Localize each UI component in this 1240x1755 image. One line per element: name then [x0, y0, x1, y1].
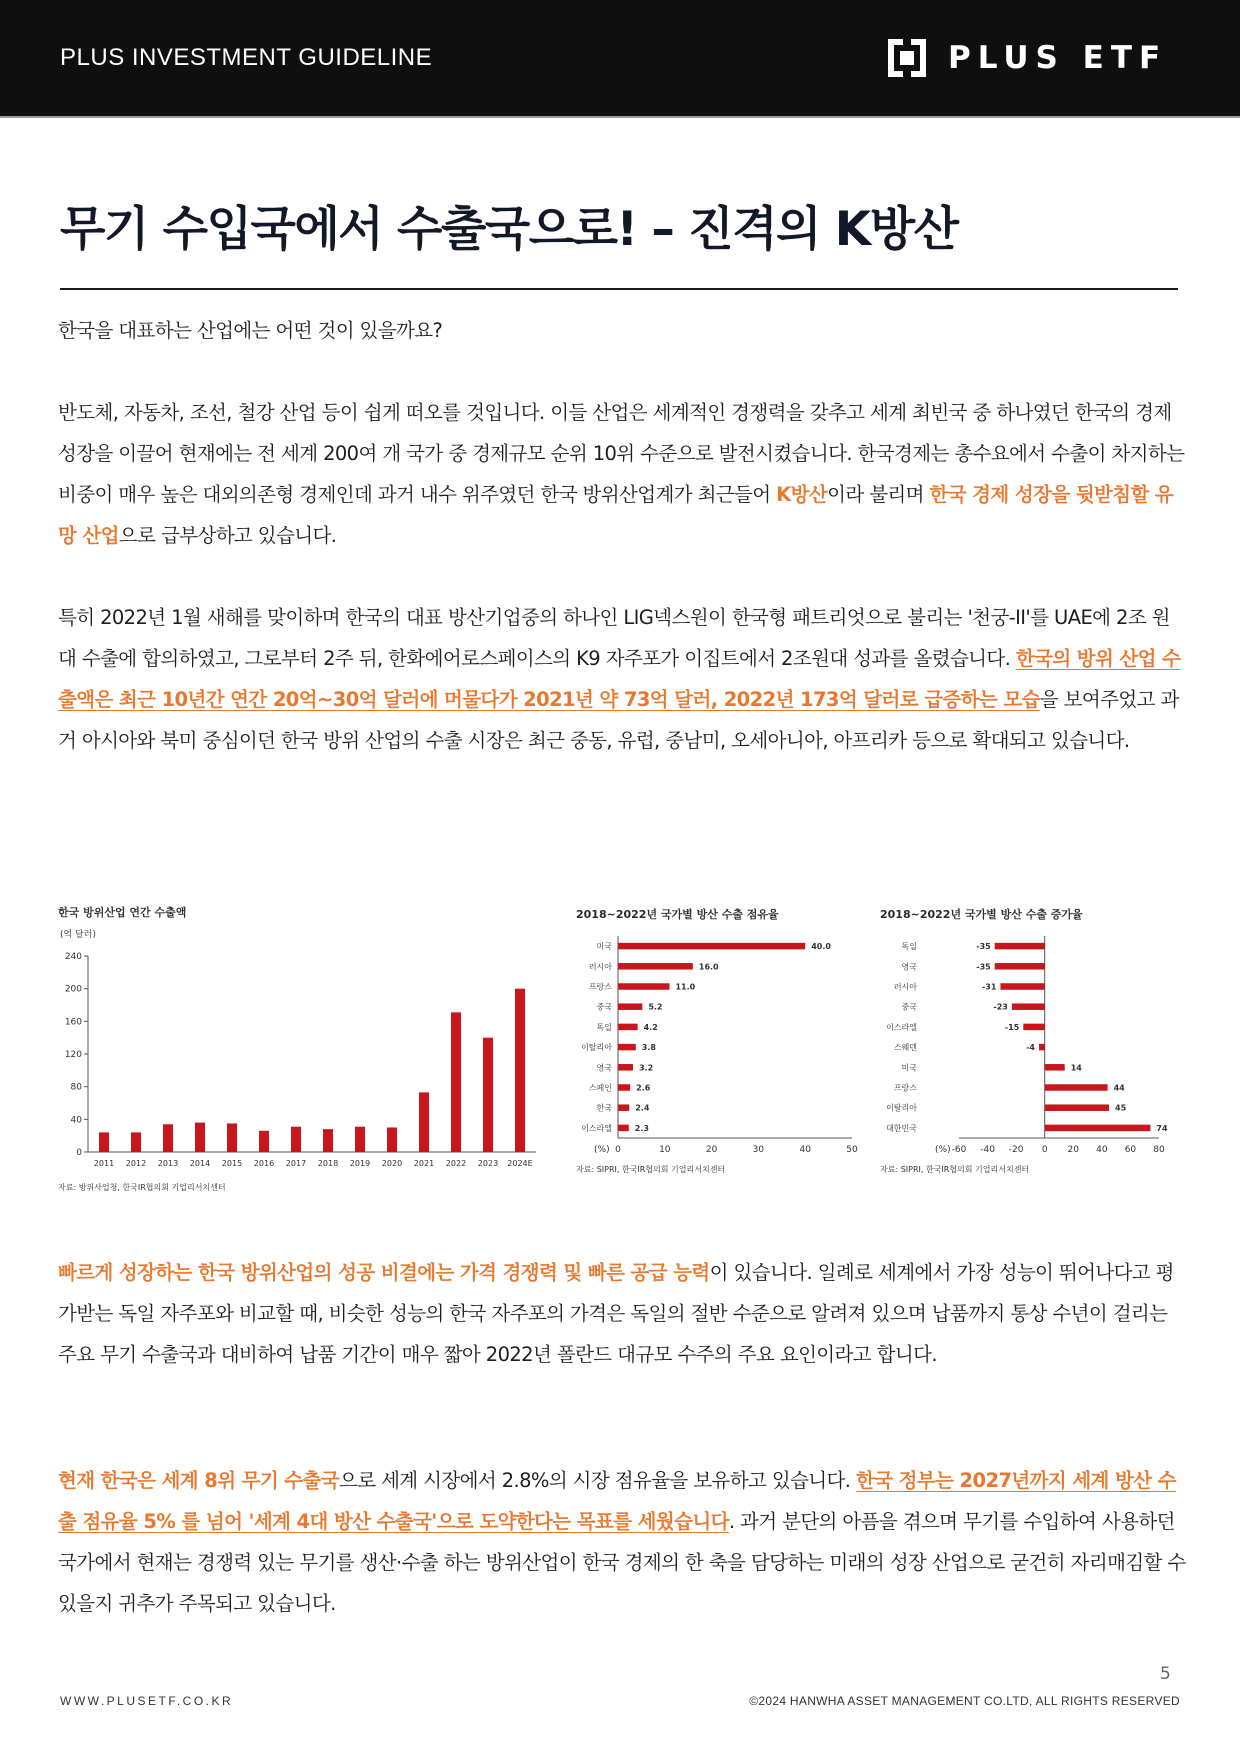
logo-text: PLUS ETF: [948, 40, 1168, 76]
chart-export-growth: [880, 904, 1170, 1174]
x-tick-label: 0: [615, 1145, 621, 1155]
y-tick-label: 80: [70, 1082, 82, 1093]
category-label: 미국: [596, 942, 612, 952]
chart-export-share: [576, 904, 866, 1174]
x-tick-label: -20: [1008, 1145, 1024, 1155]
category-label: 미국: [901, 1063, 917, 1073]
bar-2018: [323, 1129, 333, 1152]
chart-export-share-svg: [576, 904, 866, 1174]
data-label: 74: [1156, 1123, 1168, 1133]
x-axis-unit: (%): [935, 1145, 951, 1155]
data-label: 3.8: [641, 1043, 656, 1053]
data-label: 11.0: [675, 982, 696, 992]
footer-copyright: ©2024 HANWHA ASSET MANAGEMENT CO.LTD, ALL RIGHTS RESERVED: [749, 1694, 1180, 1708]
bar-러시아: [618, 963, 693, 970]
paragraph-1-text-a: 반도체, 자동차, 조선, 철강 산업 등이 쉽게 떠오를 것입니다. 이들 산업은 세계적인 경쟁력을 갖추고 세계 최빈국 중 하나였던 한국의 경제성장을 이끌어 현재에는 전 세계 200여 개 국가 중 경제규모 순위 10위 수준으로 발전시켰습니다. 한국경제는 총수요에서 수출이 차지하는 비중이 매우 높은 대외의존형 경제인데 과거 내수 위주였던 한국 방위산업계가 최근들어: [58, 401, 1185, 506]
category-label: 독일: [596, 1022, 612, 1032]
x-tick-label: 10: [659, 1145, 671, 1155]
paragraph-4-text-b: . 과거 분단의 아픔을 겪으며 무기를 수입하여 사용하던 국가에서 현재는 경쟁력 있는 무기를 생산·수출 하는 방위산업이 한국 경제의 한 축을 담당하는 미래의 성장 산업으로 굳건히 자리매김할 수 있을지 귀추가 주목되고 있습니다.: [58, 1510, 1186, 1615]
bar-이탈리아: [618, 1044, 636, 1051]
x-tick-label: 2013: [157, 1159, 179, 1168]
chart-annual-exports: [58, 904, 548, 1204]
category-label: 스페인: [588, 1083, 612, 1093]
data-label: 45: [1115, 1103, 1127, 1113]
bar-2021: [419, 1092, 429, 1152]
y-axis-unit: (억 달러): [60, 930, 96, 940]
bar-2015: [227, 1123, 237, 1152]
category-label: 영국: [596, 1063, 612, 1073]
bar-2020: [387, 1128, 397, 1153]
paragraph-1-text-c: 으로 급부상하고 있습니다.: [118, 524, 337, 547]
x-tick-label: 2022: [445, 1159, 467, 1168]
y-tick-label: 0: [76, 1148, 82, 1158]
data-label: 4.2: [643, 1022, 658, 1032]
paragraph-4-text-a: 으로 세계 시장에서 2.8%의 시장 점유율을 보유하고 있습니다.: [339, 1469, 856, 1492]
data-label: 14: [1070, 1063, 1082, 1073]
paragraph-1-highlight-growth-industry: 한국 경제 성장을 뒷받침할 유망 산업: [58, 483, 1174, 547]
bar-영국: [618, 1064, 633, 1071]
bar-한국: [618, 1104, 629, 1111]
x-tick-label: 0: [1041, 1145, 1048, 1155]
bar-이스라엘: [618, 1125, 629, 1132]
x-tick-label: 30: [752, 1145, 765, 1155]
x-tick-label: 60: [1124, 1145, 1137, 1155]
paragraph-1-highlight-k-defense: K방산: [776, 483, 828, 506]
bar-영국: [995, 963, 1045, 970]
x-tick-label: -40: [980, 1145, 995, 1155]
y-tick-label: 120: [64, 1050, 82, 1060]
plus-etf-logo[interactable]: [888, 38, 1167, 78]
x-tick-label: 2019: [349, 1159, 371, 1168]
data-label: -23: [993, 1002, 1008, 1012]
data-label: 5.2: [648, 1002, 663, 1012]
x-tick-label: 2021: [413, 1159, 435, 1168]
bar-2012: [131, 1132, 141, 1152]
data-label: 2.3: [634, 1123, 649, 1133]
x-axis-unit: (%): [594, 1145, 610, 1155]
category-label: 중국: [901, 1002, 917, 1012]
chart-source: 자료: 방위사업청, 한국IR협의회 기업리서치센터: [58, 1183, 226, 1192]
x-tick-label: 2017: [285, 1159, 307, 1168]
bar-2024E: [515, 989, 525, 1152]
x-tick-label: 20: [1067, 1145, 1080, 1155]
paragraph-1-text-b: 이라 불리며: [827, 483, 930, 506]
category-label: 프랑스: [588, 982, 612, 992]
bar-대한민국: [1045, 1125, 1151, 1132]
bar-중국: [618, 1003, 642, 1010]
chart-source: 자료: SIPRI, 한국IR협의회 기업리서치센터: [880, 1165, 1030, 1174]
bar-2014: [195, 1123, 205, 1152]
bar-스웨덴: [1039, 1044, 1045, 1051]
x-tick-label: 2020: [381, 1159, 403, 1168]
chart-export-growth-svg: [880, 904, 1170, 1174]
page-number: 5: [1160, 1664, 1171, 1684]
paragraph-4-highlight-government-goal: 한국 정부는 2027년까지 세계 방산 수출 점유율 5% 를 넘어 '세계 4대 방산 수출국'으로 도약한다는 목표를 세웠습니다: [58, 1469, 1176, 1533]
data-label: 2.4: [635, 1103, 650, 1113]
x-tick-label: 2014: [189, 1159, 211, 1168]
category-label: 러시아: [588, 962, 612, 972]
title-divider: [60, 288, 1178, 290]
chart-annual-exports-svg: [58, 904, 548, 1204]
bar-2022: [451, 1012, 461, 1152]
chart-title: 한국 방위산업 연간 수출액: [58, 906, 187, 919]
bar-프랑스: [1045, 1084, 1108, 1091]
bar-중국: [1012, 1003, 1045, 1010]
data-label: -31: [981, 982, 997, 992]
bar-프랑스: [618, 983, 669, 990]
paragraph-2-text-b: 을 보여주었고 과거 아시아와 북미 중심이던 한국 방위 산업의 수출 시장은 최근 중동, 유럽, 중남미, 오세아니아, 아프리카 등으로 확대되고 있습니다.: [58, 688, 1179, 752]
page-title: 무기 수입국에서 수출국으로! – 진격의 K방산: [60, 202, 958, 257]
category-label: 스웨덴: [893, 1043, 917, 1053]
x-tick-label: 80: [1153, 1145, 1165, 1155]
chart-title: 2018~2022년 국가별 방산 수출 증가율: [880, 908, 1083, 921]
paragraph-4-highlight-rank: 현재 한국은 세계 8위 무기 수출국: [58, 1469, 339, 1492]
data-label: 3.2: [638, 1063, 654, 1073]
x-tick-label: 2016: [253, 1159, 275, 1168]
x-tick-label: 2011: [93, 1159, 115, 1168]
footer-website-link[interactable]: WWW.PLUSETF.CO.KR: [60, 1694, 234, 1708]
x-tick-label: -60: [951, 1145, 967, 1155]
data-label: -35: [976, 962, 991, 972]
y-tick-label: 200: [64, 984, 82, 995]
category-label: 이탈리아: [581, 1043, 612, 1053]
category-label: 독일: [901, 942, 917, 952]
chart-title: 2018~2022년 국가별 방산 수출 점유율: [576, 908, 779, 921]
data-label: -4: [1026, 1043, 1035, 1053]
bar-2011: [99, 1132, 109, 1152]
x-tick-label: 2023: [477, 1159, 499, 1168]
category-label: 이탈리아: [886, 1103, 917, 1113]
category-label: 한국: [596, 1103, 612, 1113]
paragraph-2: [58, 597, 1188, 761]
bar-2023: [483, 1038, 493, 1152]
paragraph-3: [58, 1252, 1188, 1375]
bar-2016: [259, 1131, 269, 1152]
bar-독일: [618, 1024, 638, 1031]
data-label: -35: [976, 942, 991, 952]
y-tick-label: 240: [64, 952, 82, 962]
bar-2017: [291, 1127, 301, 1152]
category-label: 이스라엘: [886, 1022, 917, 1032]
data-label: 16.0: [698, 962, 719, 972]
bar-러시아: [1000, 983, 1044, 990]
x-tick-label: 2018: [317, 1159, 339, 1168]
bar-미국: [1045, 1064, 1065, 1071]
category-label: 중국: [596, 1002, 612, 1012]
bar-독일: [995, 943, 1045, 950]
y-tick-label: 40: [70, 1115, 82, 1126]
x-tick-label: 40: [799, 1145, 811, 1155]
paragraph-1: [58, 392, 1188, 556]
x-tick-label: 40: [1096, 1145, 1108, 1155]
plus-etf-logo-icon: [888, 39, 926, 77]
data-label: 44: [1113, 1083, 1125, 1093]
x-tick-label: 2012: [125, 1159, 147, 1168]
paragraph-3-highlight-success-factors: 빠르게 성장하는 한국 방위산업의 성공 비결에는 가격 경쟁력 및 빠른 공급 능력: [58, 1261, 710, 1284]
header-title: PLUS INVESTMENT GUIDELINE: [60, 44, 433, 71]
header-bar: [0, 0, 1240, 118]
paragraph-3-text-a: 이 있습니다. 일례로 세계에서 가장 성능이 뛰어나다고 평가받는 독일 자주포와 비교할 때, 비슷한 성능의 한국 자주포의 가격은 독일의 절반 수준으로 알려져 있으며 납품까지 통상 수년이 걸리는 주요 무기 수출국과 대비하여 납품 기간이 매우 짧아 2022년 폴란드 대규모 수주의 주요 요인이라고 합니다.: [58, 1261, 1174, 1366]
category-label: 프랑스: [893, 1083, 917, 1093]
x-tick-label: 2015: [221, 1159, 243, 1168]
category-label: 대한민국: [886, 1123, 917, 1133]
paragraph-2-text-a: 특히 2022년 1월 새해를 맞이하며 한국의 대표 방산기업중의 하나인 LIG넥스원이 한국형 패트리엇으로 불리는 '천궁-II'를 UAE에 2조 원대 수출에 합의하였고, 그로부터 2주 뒤, 한화에어로스페이스의 K9 자주포가 이집트에서 2조원대 성과를 올렸습니다.: [58, 606, 1170, 670]
bar-미국: [618, 943, 805, 950]
category-label: 영국: [901, 962, 917, 972]
bar-이스라엘: [1023, 1024, 1044, 1031]
chart-source: 자료: SIPRI, 한국IR협의회 기업리서치센터: [576, 1165, 726, 1174]
category-label: 이스라엘: [581, 1123, 612, 1133]
data-label: -15: [1004, 1022, 1020, 1032]
bar-스페인: [618, 1084, 630, 1091]
bar-이탈리아: [1045, 1104, 1109, 1111]
paragraph-4: [58, 1460, 1188, 1624]
category-label: 러시아: [893, 982, 917, 992]
x-tick-label: 50: [846, 1145, 858, 1155]
data-label: 2.6: [636, 1083, 651, 1093]
paragraph-2-highlight-export-growth: 한국의 방위 산업 수출액은 최근 10년간 연간 20억~30억 달러에 머물다가 2021년 약 73억 달러, 2022년 173억 달러로 급증하는 모습: [58, 647, 1181, 711]
bar-2019: [355, 1127, 365, 1152]
x-tick-label: 2024E: [507, 1159, 533, 1168]
y-tick-label: 160: [64, 1017, 82, 1028]
data-label: 40.0: [811, 942, 831, 952]
intro-question: 한국을 대표하는 산업에는 어떤 것이 있을까요?: [58, 319, 443, 342]
x-tick-label: 20: [705, 1145, 718, 1155]
bar-2013: [163, 1124, 173, 1152]
